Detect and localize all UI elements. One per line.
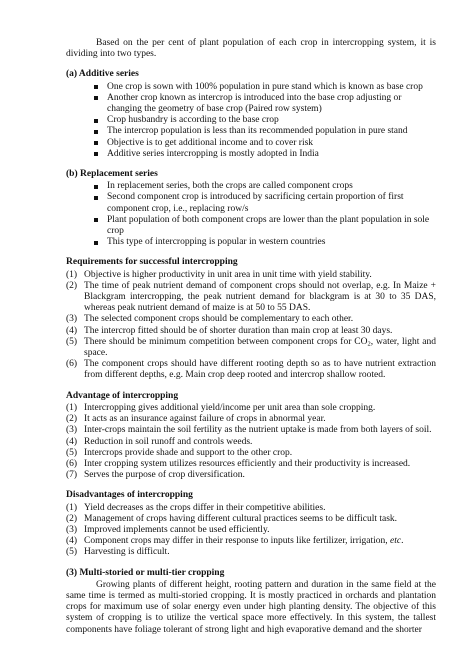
list-item bbox=[66, 503, 436, 514]
item-number: (4) bbox=[66, 436, 78, 447]
item-number: (5) bbox=[66, 336, 78, 347]
item-text-tail: . bbox=[401, 536, 404, 547]
item-number: (1) bbox=[66, 402, 78, 413]
additive-series-list bbox=[66, 82, 436, 160]
item-number: (4) bbox=[66, 325, 78, 336]
item-text: Improved implements cannot be used efficiently. bbox=[84, 524, 270, 535]
list-item bbox=[66, 536, 436, 547]
item-number: (1) bbox=[66, 269, 78, 280]
advantages-section bbox=[66, 391, 436, 482]
item-text: Objective is higher productivity in unit area in unit time with yield stability. bbox=[84, 269, 372, 280]
requirements-section bbox=[66, 257, 436, 381]
multistoried-section bbox=[66, 568, 436, 636]
item-text: Inter-crops maintain the soil fertility as the nutrient uptake is made from both layers of soil. bbox=[84, 425, 432, 436]
item-text-tail: , water, light and space. bbox=[84, 336, 436, 359]
item-number: (5) bbox=[66, 547, 78, 558]
additive-series-section bbox=[66, 69, 436, 160]
item-text: There should be minimum competition between component crops for CO bbox=[84, 336, 368, 347]
replacement-series-list bbox=[66, 181, 436, 248]
list-item bbox=[66, 337, 436, 359]
item-number: (7) bbox=[66, 470, 78, 481]
list-item bbox=[66, 448, 436, 459]
list-item bbox=[66, 547, 436, 558]
item-text: Reduction in soil runoff and controls weeds. bbox=[84, 436, 253, 447]
advantages-heading: Advantage of intercropping bbox=[66, 390, 179, 401]
item-text: Intercrops provide shade and support to the other crop. bbox=[84, 447, 293, 458]
item-number: (1) bbox=[66, 502, 78, 513]
list-item bbox=[66, 437, 436, 448]
list-item: Another crop known as intercrop is introduced into the base crop adjusting or changing the geometry of base crop (Paired row system) bbox=[94, 93, 436, 115]
list-item: Crop husbandry is according to the base crop bbox=[94, 115, 436, 126]
list-item: Objective is to get additional income and to cover risk bbox=[94, 138, 436, 149]
list-item bbox=[66, 403, 436, 414]
list-item: One crop is sown with 100% population in pure stand which is known as base crop bbox=[94, 82, 436, 93]
multistoried-paragraph: Growing plants of different height, rooting pattern and duration in the same field at the same time is termed as multi-storied cropping. It is mostly practiced in orchards and plantation crops for maximum use of solar energy even under high planting density. The objective of this system of cropping is to utilize the vertical space more effectively. In this system, the tallest components have foliage tolerant of strong light and high evaporative demand and the shorter bbox=[66, 579, 436, 635]
item-text: It acts as an insurance against failure of crops in abnormal year. bbox=[84, 414, 326, 425]
item-text: The intercrop fitted should be of shorter duration than main crop at least 30 days. bbox=[84, 325, 393, 336]
disadvantages-section bbox=[66, 490, 436, 558]
multistoried-heading: (3) Multi-storied or multi-tier cropping bbox=[66, 567, 225, 578]
item-text: Yield decreases as the crops differ in their competitive abilities. bbox=[84, 502, 326, 513]
item-text-italic: etc bbox=[390, 536, 402, 547]
item-number: (4) bbox=[66, 536, 78, 547]
list-item bbox=[66, 525, 436, 536]
item-number: (3) bbox=[66, 524, 78, 535]
item-text: Management of crops having different cultural practices seems to be difficult task. bbox=[84, 513, 398, 524]
list-item: Plant population of both component crops are lower than the plant population in sole crop bbox=[94, 215, 436, 237]
list-item bbox=[66, 470, 436, 481]
item-text: Component crops may differ in their response to inputs like fertilizer, irrigation, bbox=[84, 536, 391, 547]
item-number: (3) bbox=[66, 314, 78, 325]
item-number: (5) bbox=[66, 447, 78, 458]
list-item: This type of intercropping is popular in western countries bbox=[94, 237, 436, 248]
list-item: The intercrop population is less than its recommended population in pure stand bbox=[94, 126, 436, 137]
requirements-list bbox=[66, 270, 436, 382]
list-item: In replacement series, both the crops are called component crops bbox=[94, 181, 436, 192]
requirements-heading: Requirements for successful intercropping bbox=[66, 257, 238, 268]
list-item bbox=[66, 314, 436, 325]
list-item: Additive series intercropping is mostly adopted in India bbox=[94, 149, 436, 160]
additive-series-heading: (a) Additive series bbox=[66, 69, 139, 80]
list-item bbox=[66, 270, 436, 281]
replacement-series-heading: (b) Replacement series bbox=[66, 169, 158, 180]
advantages-list bbox=[66, 403, 436, 481]
list-item bbox=[66, 425, 436, 436]
item-text: Harvesting is difficult. bbox=[84, 547, 170, 558]
list-item: Second component crop is introduced by sacrificing certain proportion of first component crop, i.e., replacing row/s bbox=[94, 192, 436, 214]
list-item bbox=[66, 281, 436, 315]
item-number: (2) bbox=[66, 414, 78, 425]
list-item bbox=[66, 326, 436, 337]
replacement-series-section bbox=[66, 169, 436, 248]
disadvantages-list bbox=[66, 503, 436, 559]
disadvantages-heading: Disadvantages of intercropping bbox=[66, 490, 193, 501]
subscript: 2 bbox=[367, 340, 371, 348]
item-text: Inter cropping system utilizes resources efficiently and their productivity is increased. bbox=[84, 458, 411, 469]
item-number: (6) bbox=[66, 458, 78, 469]
list-item bbox=[66, 459, 436, 470]
item-number: (2) bbox=[66, 513, 78, 524]
intro-paragraph: Based on the per cent of plant population of each crop in intercropping system, it is dividing into two types. bbox=[66, 38, 436, 60]
item-number: (3) bbox=[66, 425, 78, 436]
item-text: Intercropping gives additional yield/income per unit area than sole cropping. bbox=[84, 402, 376, 413]
list-item bbox=[66, 514, 436, 525]
list-item bbox=[66, 414, 436, 425]
item-number: (2) bbox=[66, 280, 78, 291]
item-text: The selected component crops should be complementary to each other. bbox=[84, 314, 354, 325]
list-item bbox=[66, 359, 436, 381]
item-number: (6) bbox=[66, 359, 78, 370]
item-text: Serves the purpose of crop diversification. bbox=[84, 470, 245, 481]
item-text: The component crops should have different rooting depth so as to have nutrient extraction from different depths, e.g. Main crop deep rooted and intercrop shallow rooted. bbox=[84, 359, 436, 381]
item-text: The time of peak nutrient demand of component crops should not overlap, e.g. In Maize + Blackgram intercropping, the peak nutrient demand for blackgram is at 30 to 35 DAS, whereas peak nutrient demand of maize is at 50 to 55 DAS. bbox=[84, 280, 436, 314]
